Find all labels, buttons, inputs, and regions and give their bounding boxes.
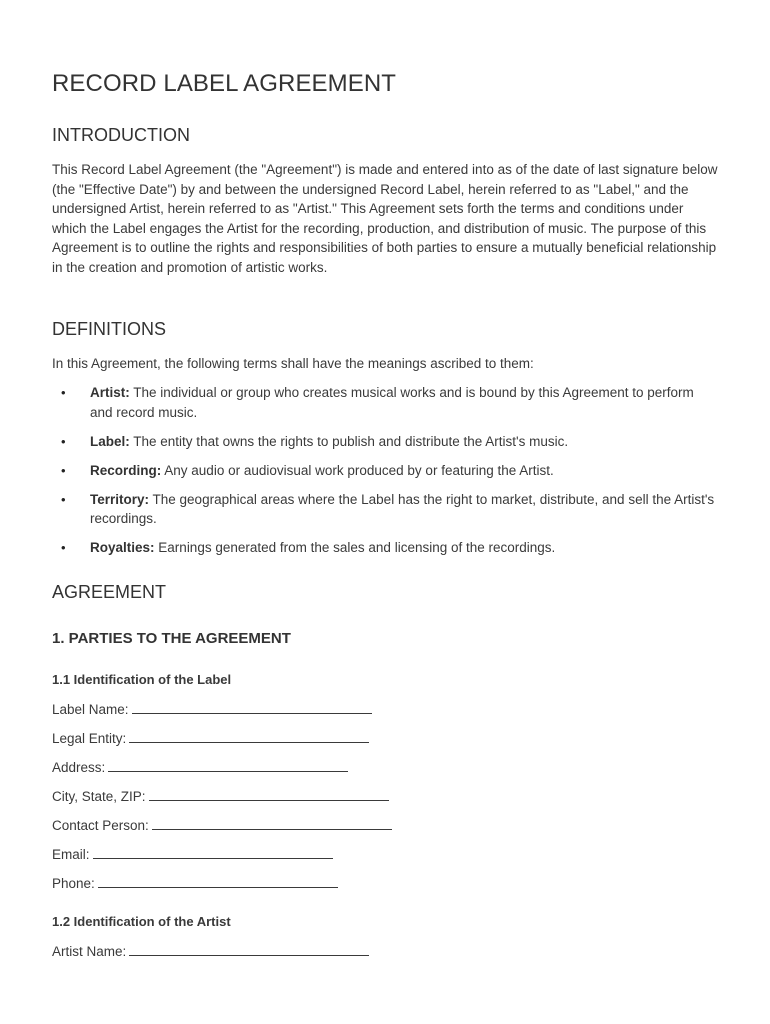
contact-person-field — [52, 816, 392, 835]
label-name-field — [52, 700, 372, 719]
definition-term: Territory: — [90, 491, 150, 507]
definition-term: Label: — [90, 433, 130, 449]
city-state-zip-blank[interactable] — [149, 787, 389, 801]
definition-item — [52, 538, 718, 558]
field-label: City, State, ZIP: — [52, 789, 146, 804]
introduction-heading: INTRODUCTION — [52, 125, 190, 145]
definition-term: Artist: — [90, 385, 130, 400]
document-title: RECORD LABEL AGREEMENT — [52, 70, 397, 97]
definitions-list — [52, 383, 718, 567]
definition-text: Earnings generated from the sales and licensing of the recordings. — [158, 540, 556, 555]
artist-name-field — [52, 942, 369, 961]
field-label: Artist Name: — [52, 944, 127, 959]
field-label: Phone: — [52, 876, 95, 891]
label-name-blank[interactable] — [132, 700, 372, 714]
field-label: Contact Person: — [52, 818, 149, 833]
artist-identification-heading: 1.2 Identification of the Artist — [52, 914, 231, 929]
definition-text: Any audio or audiovisual work produced by or featuring the Artist. — [164, 462, 554, 478]
field-label: Label Name: — [52, 702, 129, 717]
field-label: Address: — [52, 760, 106, 775]
email-field — [52, 845, 333, 864]
email-blank[interactable] — [93, 845, 333, 859]
address-field — [52, 758, 348, 777]
definitions-heading: DEFINITIONS — [52, 319, 167, 339]
legal-entity-blank[interactable] — [129, 729, 369, 743]
phone-field — [52, 874, 338, 893]
bullet-icon: • — [61, 491, 66, 507]
introduction-paragraph: This Record Label Agreement (the "Agreement") is made and entered into as of the date of last signature below (the "Effective Date") by and between the undersigned Record Label, herein referred to as "Label," and the undersigned Artist, herein referred to as "Artist." This Agreement sets forth the terms and conditions under which the Label engages the Artist for the recording, production, and distribution of music. The purpose of this Agreement is to outline the rights and responsibilities of both parties to ensure a mutually beneficial relationship in the creation and promotion of artistic works. — [52, 162, 718, 275]
definition-text: The individual or group who creates musical works and is bound by this Agreement to perform and record music. — [90, 385, 694, 420]
definition-text: The entity that owns the rights to publish and distribute the Artist's music. — [133, 433, 569, 449]
phone-blank[interactable] — [98, 874, 338, 888]
definition-item — [52, 461, 718, 481]
bullet-icon: • — [61, 385, 66, 400]
definition-term: Recording: — [90, 462, 162, 478]
bullet-icon: • — [61, 540, 66, 555]
definition-item — [52, 432, 718, 452]
parties-heading: 1. PARTIES TO THE AGREEMENT — [52, 630, 291, 647]
artist-name-blank[interactable] — [129, 942, 369, 956]
city-state-zip-field — [52, 787, 389, 806]
label-identification-heading: 1.1 Identification of the Label — [52, 672, 232, 687]
field-label: Email: — [52, 847, 90, 862]
bullet-icon: • — [61, 433, 66, 449]
definitions-intro: In this Agreement, the following terms shall have the meanings ascribed to them: — [52, 356, 534, 371]
address-blank[interactable] — [108, 758, 348, 772]
contact-person-blank[interactable] — [152, 816, 392, 830]
definition-item — [52, 383, 718, 422]
agreement-heading: AGREEMENT — [52, 582, 167, 602]
bullet-icon: • — [61, 462, 66, 478]
definition-text: The geographical areas where the Label has the right to market, distribute, and sell the Artist's recordings. — [90, 491, 715, 526]
definition-item — [52, 490, 718, 529]
legal-entity-field — [52, 729, 369, 748]
field-label: Legal Entity: — [52, 731, 127, 746]
definition-term: Royalties: — [90, 540, 155, 555]
